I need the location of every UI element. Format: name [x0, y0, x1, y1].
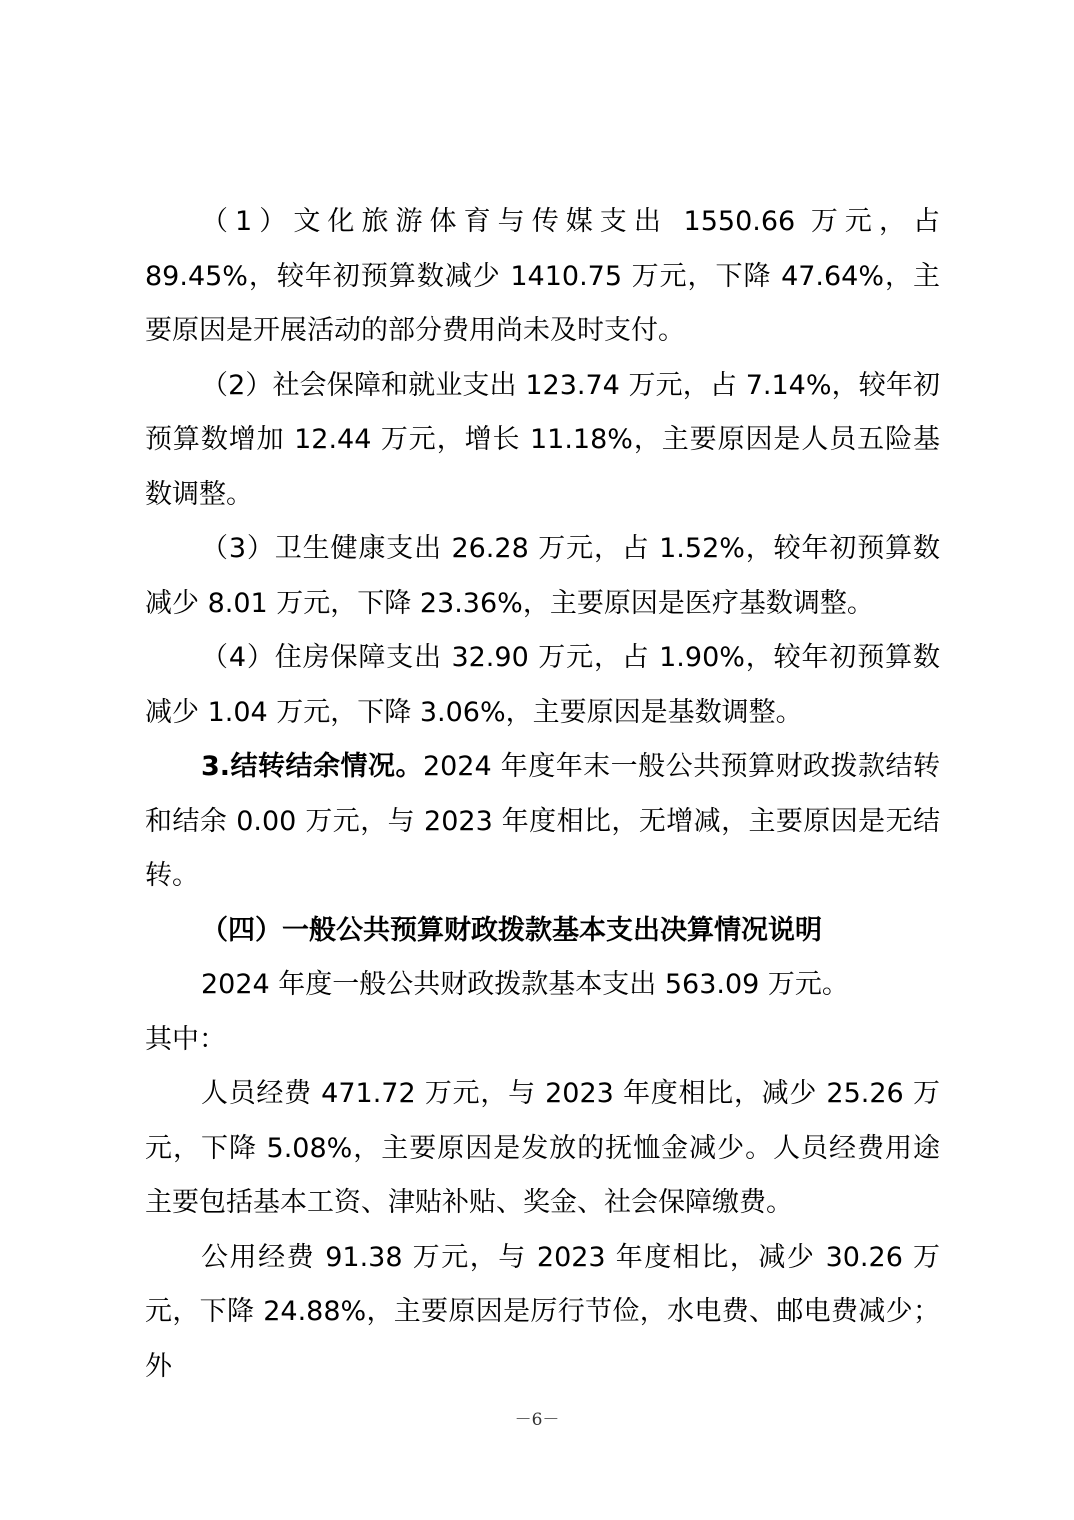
- paragraph-social-security-expense: （2）社会保障和就业支出 123.74 万元，占 7.14%，较年初预算数增加 12.44 万元，增长 11.18%，主要原因是人员五险基数调整。: [145, 369, 940, 510]
- paragraph-carryover: [145, 740, 940, 904]
- page-number: －6－: [514, 1410, 560, 1430]
- paragraph-culture-expense: （1）文化旅游体育与传媒支出 1550.66 万元，占 89.45%，较年初预算数减少 1410.75 万元，下降 47.64%，主要原因是开展活动的部分费用尚未及时支付。: [145, 206, 940, 346]
- paragraph-among-which: 其中：: [145, 1023, 226, 1055]
- section-heading-basic-expense: （四）一般公共预算财政拨款基本支出决算情况说明: [201, 914, 822, 946]
- carryover-lead: 3.结转结余情况。: [201, 751, 423, 782]
- paragraph-public-expense: 公用经费 91.38 万元，与 2023 年度相比，减少 30.26 万元，下降 24.88%，主要原因是厉行节俭，水电费、邮电费减少；外: [145, 1241, 940, 1382]
- paragraph-housing-expense: （4）住房保障支出 32.90 万元，占 1.90%，较年初预算数减少 1.04 万元，下降 3.06%，主要原因是基数调整。: [145, 642, 940, 728]
- paragraph-basic-expense-total: 2024 年度一般公共财政拨款基本支出 563.09 万元。: [201, 969, 849, 1000]
- page-body: [145, 195, 940, 1394]
- paragraph-personnel-expense: 人员经费 471.72 万元，与 2023 年度相比，减少 25.26 万元，下降 5.08%，主要原因是发放的抚恤金减少。人员经费用途主要包括基本工资、津贴补贴、奖金、社会保障缴费。: [145, 1078, 940, 1218]
- carryover-text: 2024 年度年末一般公共预算财政拨款结转和结余 0.00 万元，与 2023 年度相比，无增减，主要原因是无结转。: [145, 751, 941, 891]
- paragraph-health-expense: （3）卫生健康支出 26.28 万元，占 1.52%，较年初预算数减少 8.01 万元，下降 23.36%，主要原因是医疗基数调整。: [145, 533, 940, 619]
